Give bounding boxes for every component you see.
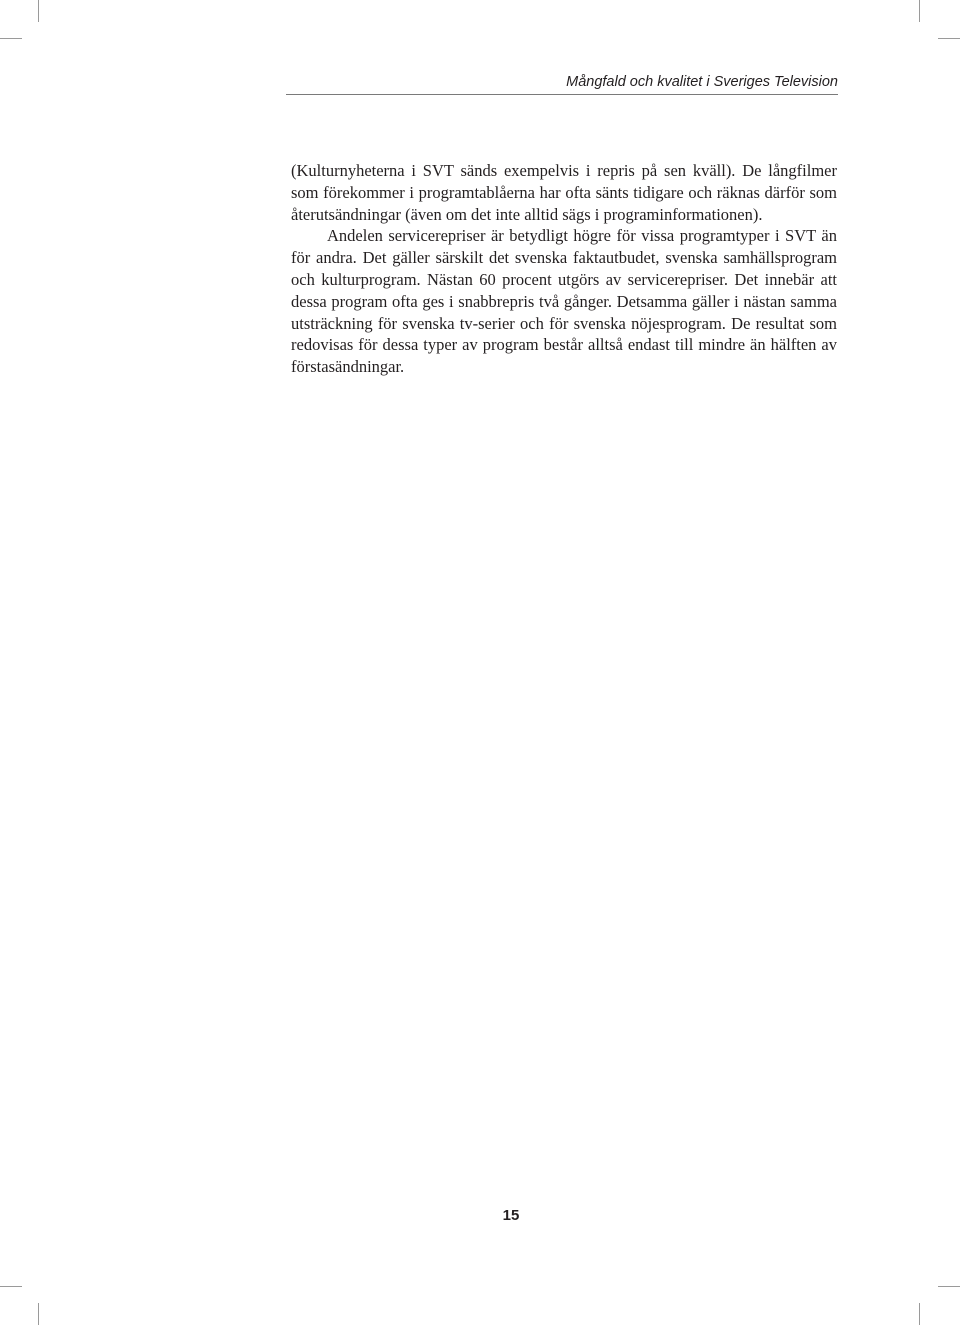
- paragraph-2: Andelen servicerepriser är betydligt högre för vissa programtyper i SVT än för andra. Det gäller särskilt det svenska faktautbudet, svenska samhällsprogram och kulturprogram. Nästan 60 procent utgörs av servicerepriser. Det innebär att dessa program ofta ges i snabbrepris två gånger. Detsamma gäller i nästan samma utsträckning för svenska tv-serier och för svenska nöjesprogram. De resultat som redovisas för dessa typer av program består alltså endast till mindre än hälften av förstasändningar.: [291, 226, 837, 377]
- crop-mark-left-top: [0, 38, 22, 39]
- paragraph-1: (Kulturnyheterna i SVT sänds exempelvis i repris på sen kväll). De långfilmer som förekommer i programtablåerna har ofta sänts tidigare och räknas därför som återutsändningar (även om det inte alltid sägs i programinformationen).: [291, 161, 837, 224]
- crop-mark-bottom-left: [38, 1303, 39, 1325]
- crop-mark-right-top: [938, 38, 960, 39]
- page-number: 15: [502, 1207, 520, 1224]
- crop-mark-left-bottom: [0, 1286, 22, 1287]
- crop-mark-bottom-right: [919, 1303, 920, 1325]
- running-header: Mångfald och kvalitet i Sveriges Television: [566, 74, 838, 90]
- header-rule: [286, 94, 838, 95]
- crop-mark-right-bottom: [938, 1286, 960, 1287]
- body-text: [291, 160, 837, 378]
- crop-mark-top-right: [919, 0, 920, 22]
- crop-mark-top-left: [38, 0, 39, 22]
